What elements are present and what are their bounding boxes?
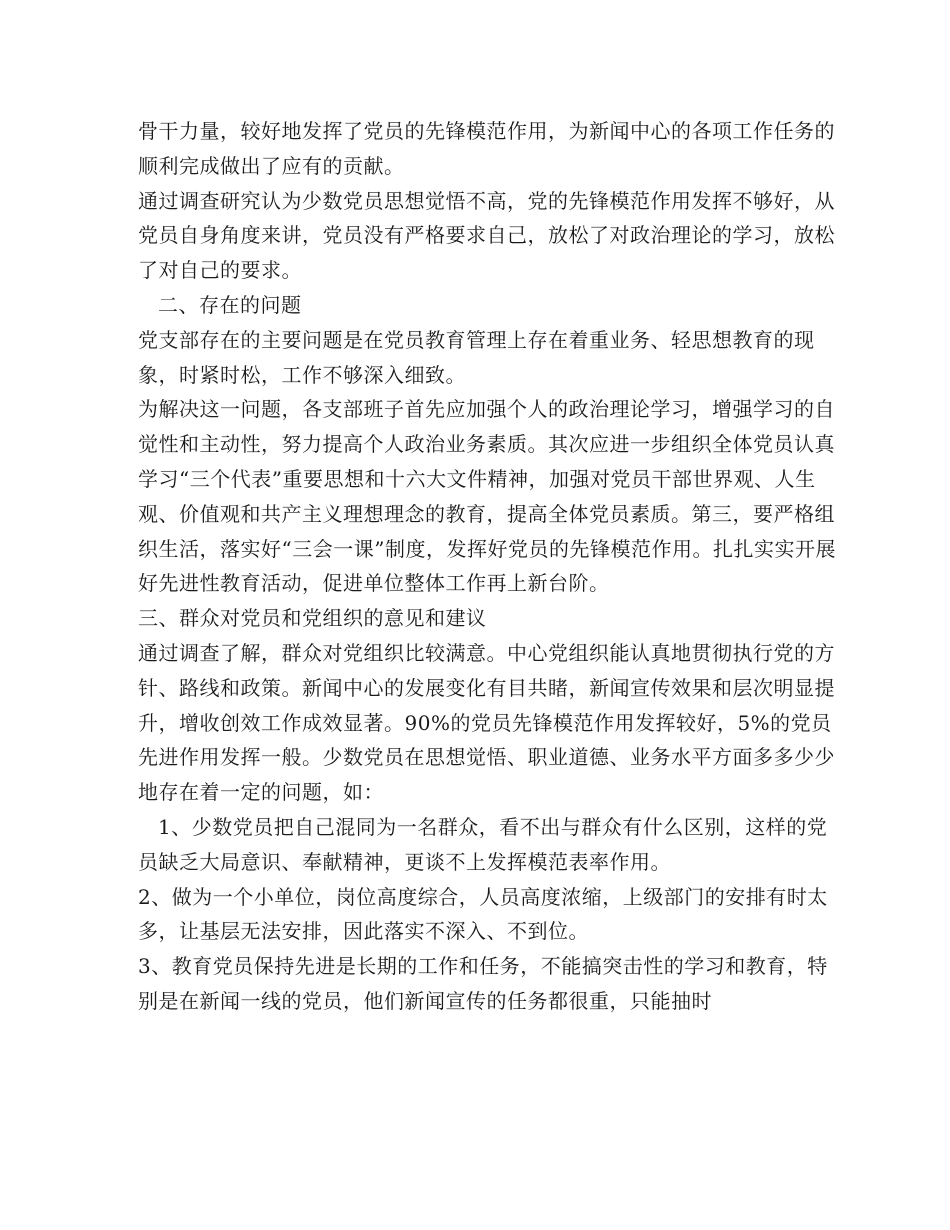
paragraph-2: 通过调查研究认为少数党员思想觉悟不高，党的先锋模范作用发挥不够好，从党员自身角度来讲，党员没有严格要求自己，放松了对政治理论的学习，放松了对自己的要求。 [138, 188, 835, 283]
section-heading-opinions: 三、群众对党员和党组织的意见和建议 [138, 606, 487, 631]
section-heading-problems: 二、存在的问题 [158, 292, 302, 317]
list-item-2: 2、做为一个小单位，岗位高度综合，人员高度浓缩，上级部门的安排有时太多，让基层无法安排，因此落实不深入、不到位。 [138, 884, 828, 944]
paragraph-3: 党支部存在的主要问题是在党员教育管理上存在着重业务、轻思想教育的现象，时紧时松，工作不够深入细致。 [138, 327, 815, 387]
list-item-1: 1、少数党员把自己混同为一名群众，看不出与群众有什么区别，这样的党员缺乏大局意识、奉献精神，更谈不上发挥模范表率作用。 [138, 814, 828, 874]
paragraph-1: 骨干力量，较好地发挥了党员的先锋模范作用，为新闻中心的各项工作任务的顺利完成做出了应有的贡献。 [138, 119, 835, 178]
document-body [138, 114, 838, 1019]
paragraph-4: 为解决这一问题，各支部班子首先应加强个人的政治理论学习，增强学习的自觉性和主动性，努力提高个人政治业务素质。其次应进一步组织全体党员认真学习“三个代表”重要思想和十六大文件精神，加强对党员干部世界观、人生观、价值观和共产主义理想理念的教育，提高全体党员素质。第三，要严格组织生活，落实好“三会一课”制度，发挥好党员的先锋模范作用。扎扎实实开展好先进性教育活动，促进单位整体工作再上新台阶。 [138, 397, 836, 596]
list-item-3: 3、教育党员保持先进是长期的工作和任务，不能搞突击性的学习和教育，特别是在新闻一线的党员，他们新闻宣传的任务都很重，只能抽时 [138, 954, 828, 1013]
paragraph-5: 通过调查了解，群众对党组织比较满意。中心党组织能认真地贯彻执行党的方针、路线和政策。新闻中心的发展变化有目共睹，新闻宣传效果和层次明显提升，增收创效工作成效显著。90%的党员先锋模范作用发挥较好，5%的党员先进作用发挥一般。少数党员在思想觉悟、职业道德、业务水平方面多多少少地存在着一定的问题，如： [138, 640, 835, 805]
